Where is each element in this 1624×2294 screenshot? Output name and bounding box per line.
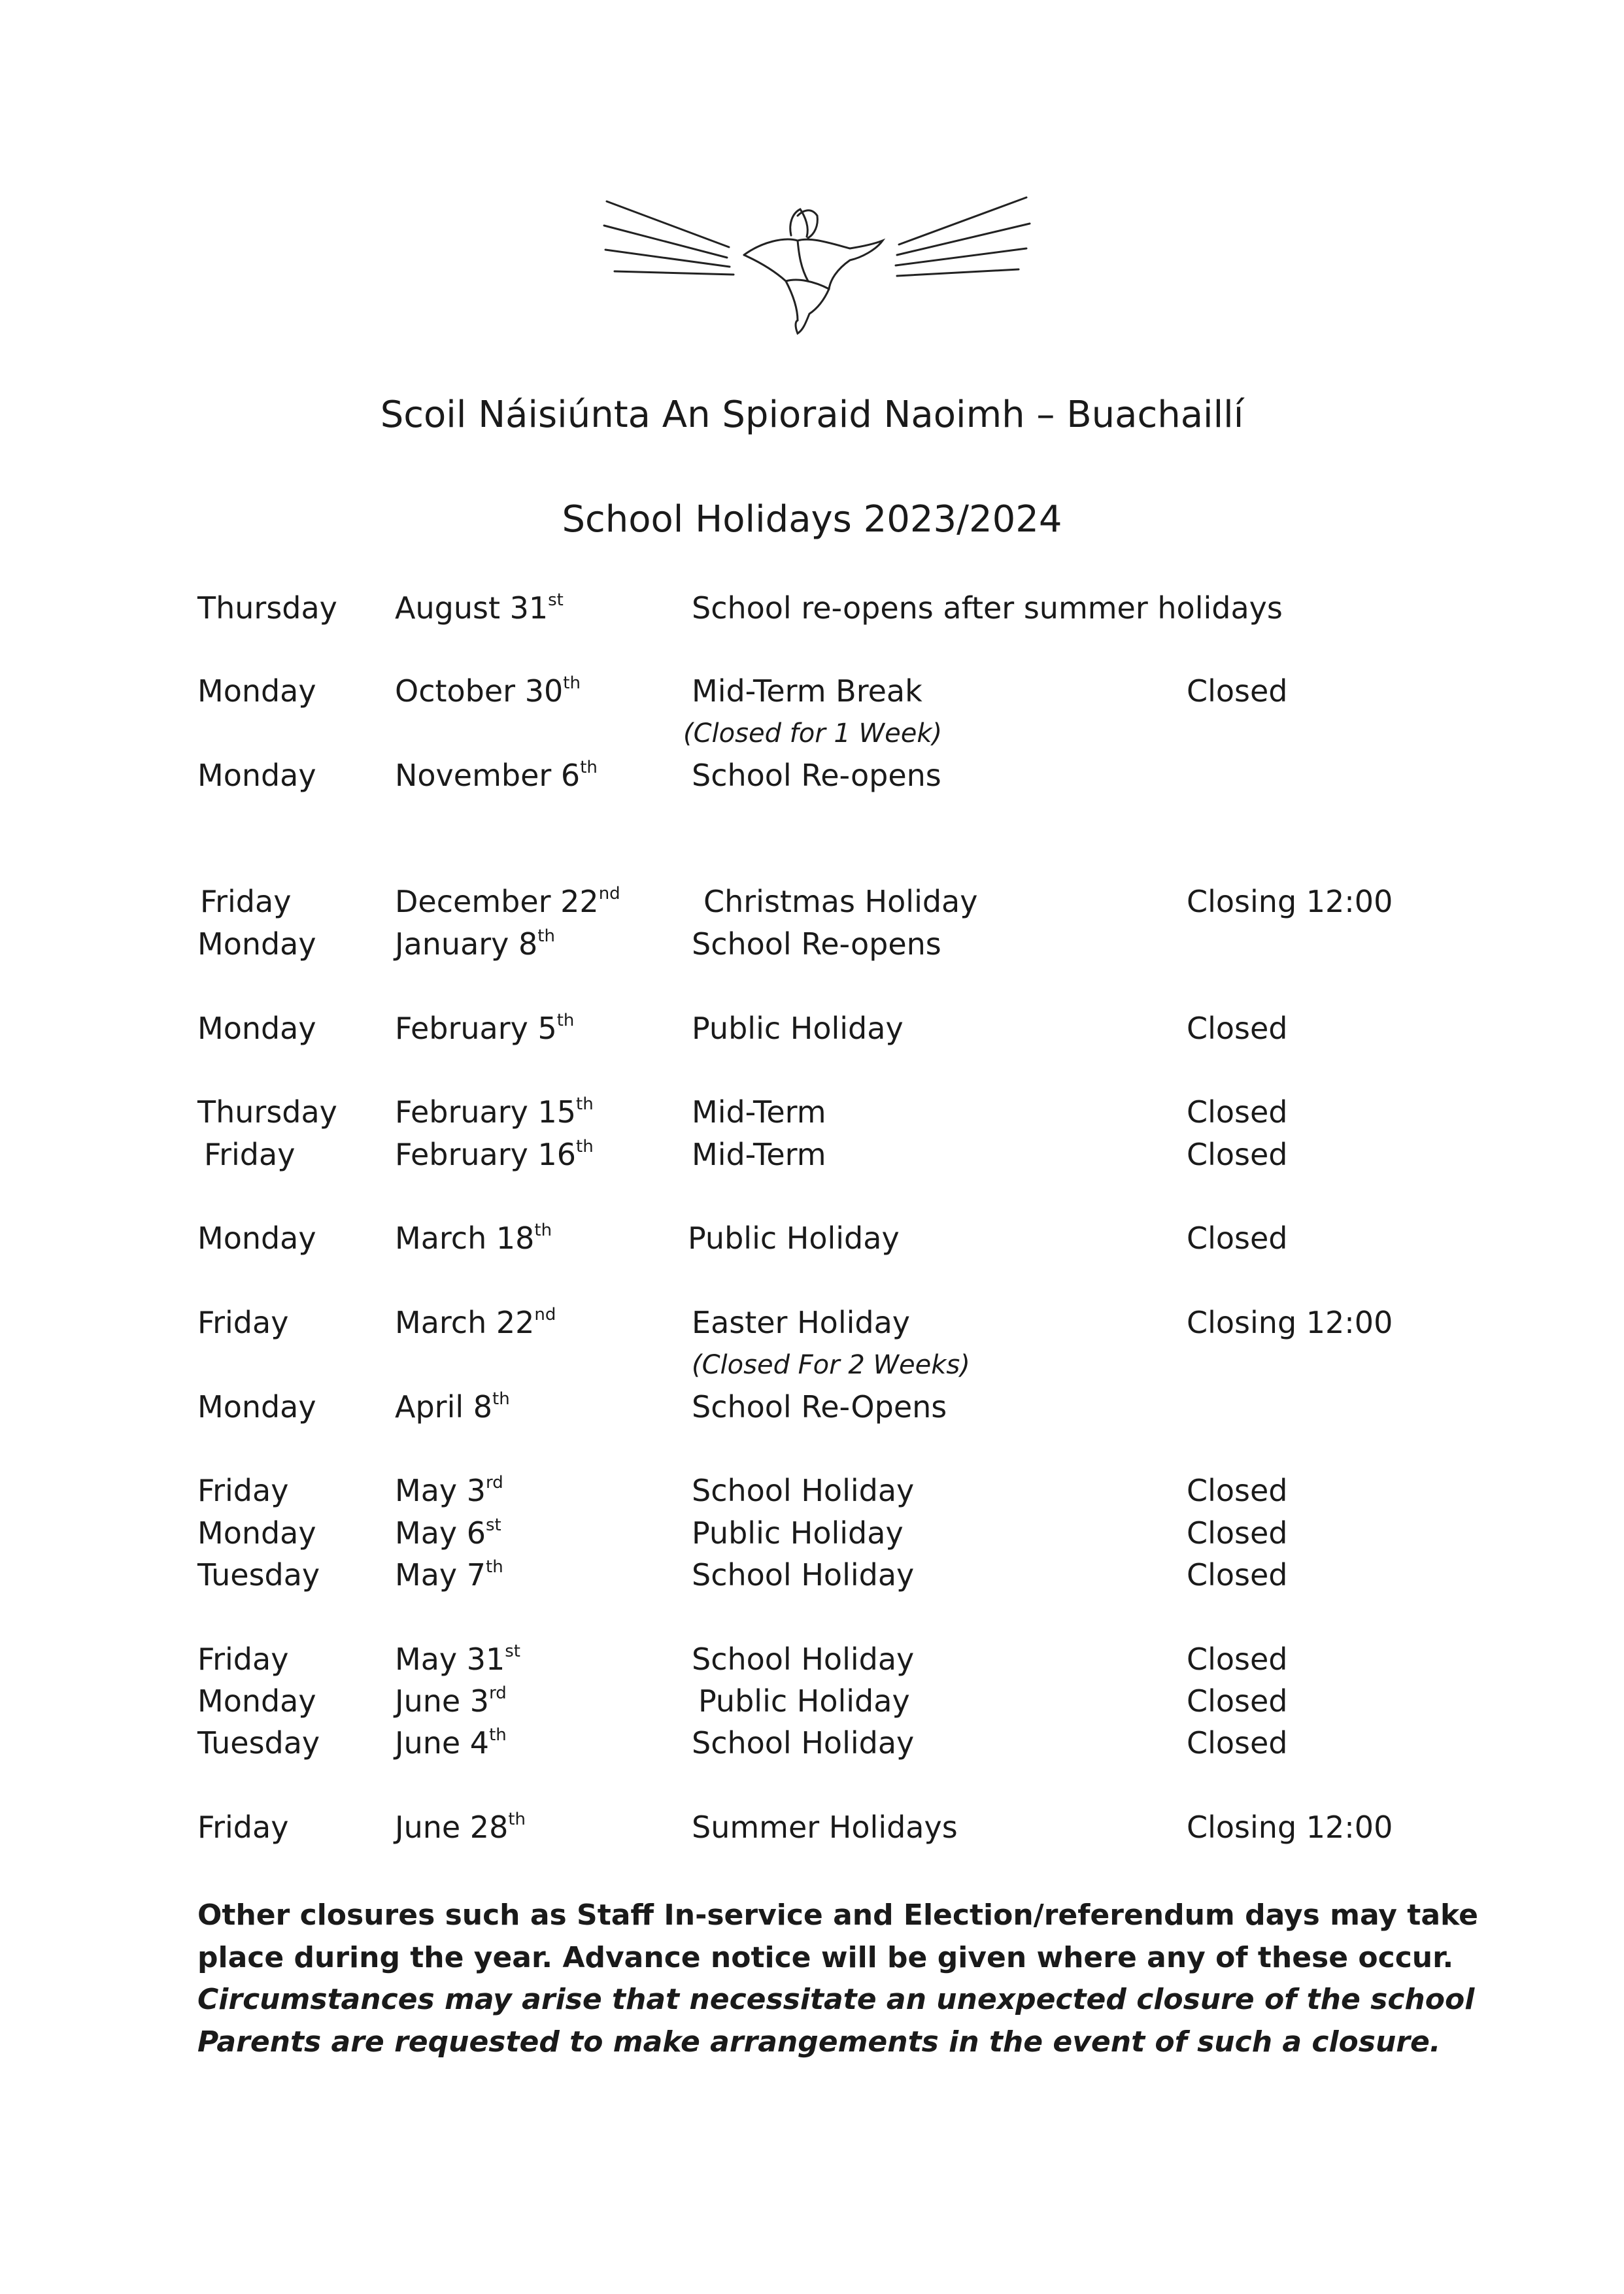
row-date: February 5th <box>395 1011 575 1046</box>
row-day: Friday <box>204 1137 296 1172</box>
row-day: Monday <box>197 673 316 709</box>
row-date: May 3rd <box>395 1473 503 1508</box>
notice-line: place during the year. Advance notice will be given where any of these occur. <box>197 1940 1454 1974</box>
school-name: Scoil Náisiúnta An Spioraid Naoimh – Buachaillí <box>380 394 1244 436</box>
row-day: Thursday <box>197 590 337 626</box>
row-date: May 6st <box>395 1515 501 1551</box>
row-date: May 7th <box>395 1557 503 1593</box>
row-event: Public Holiday <box>692 1011 904 1046</box>
row-event: Mid-Term <box>692 1094 826 1130</box>
schedule-row <box>0 1680 1624 1722</box>
row-event: School Re-opens <box>692 758 941 793</box>
row-date: August 31st <box>395 590 564 626</box>
row-date: October 30th <box>395 673 581 709</box>
row-date: February 16th <box>395 1137 594 1172</box>
row-day: Friday <box>200 884 292 919</box>
row-status: Closing 12:00 <box>1187 1305 1393 1340</box>
row-status: Closed <box>1187 1725 1288 1761</box>
row-event: School re-opens after summer holidays <box>692 590 1283 626</box>
schedule-row <box>0 1638 1624 1680</box>
row-status: Closed <box>1187 673 1288 709</box>
row-day: Friday <box>197 1810 289 1845</box>
row-day: Monday <box>197 1221 316 1256</box>
row-event: School Holiday <box>692 1473 915 1508</box>
row-day: Monday <box>197 1011 316 1046</box>
row-status: Closing 12:00 <box>1187 1810 1393 1845</box>
row-event: School Holiday <box>692 1725 915 1761</box>
row-event: Christmas Holiday <box>703 884 978 919</box>
schedule-row <box>0 1091 1624 1133</box>
schedule-row <box>0 670 1624 712</box>
schedule-row <box>0 1302 1624 1343</box>
notice-line: Parents are requested to make arrangements in the event of such a closure. <box>197 2025 1441 2059</box>
row-status: Closed <box>1187 1642 1288 1677</box>
row-day: Friday <box>197 1305 289 1340</box>
schedule-row <box>0 881 1624 922</box>
row-event: School Holiday <box>692 1642 915 1677</box>
notice-line: Other closures such as Staff In-service and Election/referendum days may take <box>197 1898 1478 1932</box>
row-day: Friday <box>197 1642 289 1677</box>
row-event: Summer Holidays <box>692 1810 958 1845</box>
row-date: March 22nd <box>395 1305 556 1340</box>
row-event: Mid-Term <box>692 1137 826 1172</box>
row-status: Closed <box>1187 1011 1288 1046</box>
row-date: December 22nd <box>395 884 620 919</box>
row-event: Public Holiday <box>692 1515 904 1551</box>
page-title: School Holidays 2023/2024 <box>562 498 1062 541</box>
easter-note: (Closed For 2 Weeks) <box>692 1350 970 1380</box>
row-status: Closing 12:00 <box>1187 884 1393 919</box>
schedule-row <box>0 1134 1624 1175</box>
row-day: Tuesday <box>197 1725 320 1761</box>
midterm-note: (Closed for 1 Week) <box>683 718 943 749</box>
row-day: Thursday <box>197 1094 337 1130</box>
row-status: Closed <box>1187 1094 1288 1130</box>
row-day: Monday <box>197 758 316 793</box>
schedule-row <box>0 587 1624 629</box>
row-event: Public Holiday <box>698 1683 910 1719</box>
row-event: School Re-opens <box>692 926 941 962</box>
schedule-row <box>0 1007 1624 1049</box>
row-event: School Re-Opens <box>692 1389 947 1425</box>
row-event: Easter Holiday <box>692 1305 910 1340</box>
row-date: November 6th <box>395 758 598 793</box>
row-date: March 18th <box>395 1221 552 1256</box>
schedule-row <box>0 1512 1624 1554</box>
schedule-row <box>0 1217 1624 1259</box>
row-day: Monday <box>197 1389 316 1425</box>
row-date: January 8th <box>395 926 555 962</box>
row-status: Closed <box>1187 1473 1288 1508</box>
row-day: Friday <box>197 1473 289 1508</box>
closure-notice <box>197 1895 1478 2063</box>
row-day: Monday <box>197 1683 316 1719</box>
schedule-row <box>0 1722 1624 1764</box>
row-status: Closed <box>1187 1137 1288 1172</box>
schedule-row <box>0 1470 1624 1511</box>
row-status: Closed <box>1187 1221 1288 1256</box>
notice-line: Circumstances may arise that necessitate an unexpected closure of the school <box>197 1983 1475 2016</box>
schedule-row <box>0 1554 1624 1596</box>
row-date: June 4th <box>395 1725 507 1761</box>
row-status: Closed <box>1187 1515 1288 1551</box>
row-event: School Holiday <box>692 1557 915 1593</box>
row-date: April 8th <box>395 1389 510 1425</box>
row-event: Public Holiday <box>688 1221 900 1256</box>
schedule-row <box>0 754 1624 796</box>
row-date: June 3rd <box>395 1683 507 1719</box>
schedule-row <box>0 923 1624 965</box>
schedule-row <box>0 1806 1624 1848</box>
row-status: Closed <box>1187 1557 1288 1593</box>
row-status: Closed <box>1187 1683 1288 1719</box>
row-day: Monday <box>197 926 316 962</box>
schedule-row <box>0 1386 1624 1428</box>
row-date: May 31st <box>395 1642 521 1677</box>
row-day: Tuesday <box>197 1557 320 1593</box>
row-event: Mid-Term Break <box>692 673 922 709</box>
row-date: February 15th <box>395 1094 594 1130</box>
row-date: June 28th <box>395 1810 526 1845</box>
row-day: Monday <box>197 1515 316 1551</box>
